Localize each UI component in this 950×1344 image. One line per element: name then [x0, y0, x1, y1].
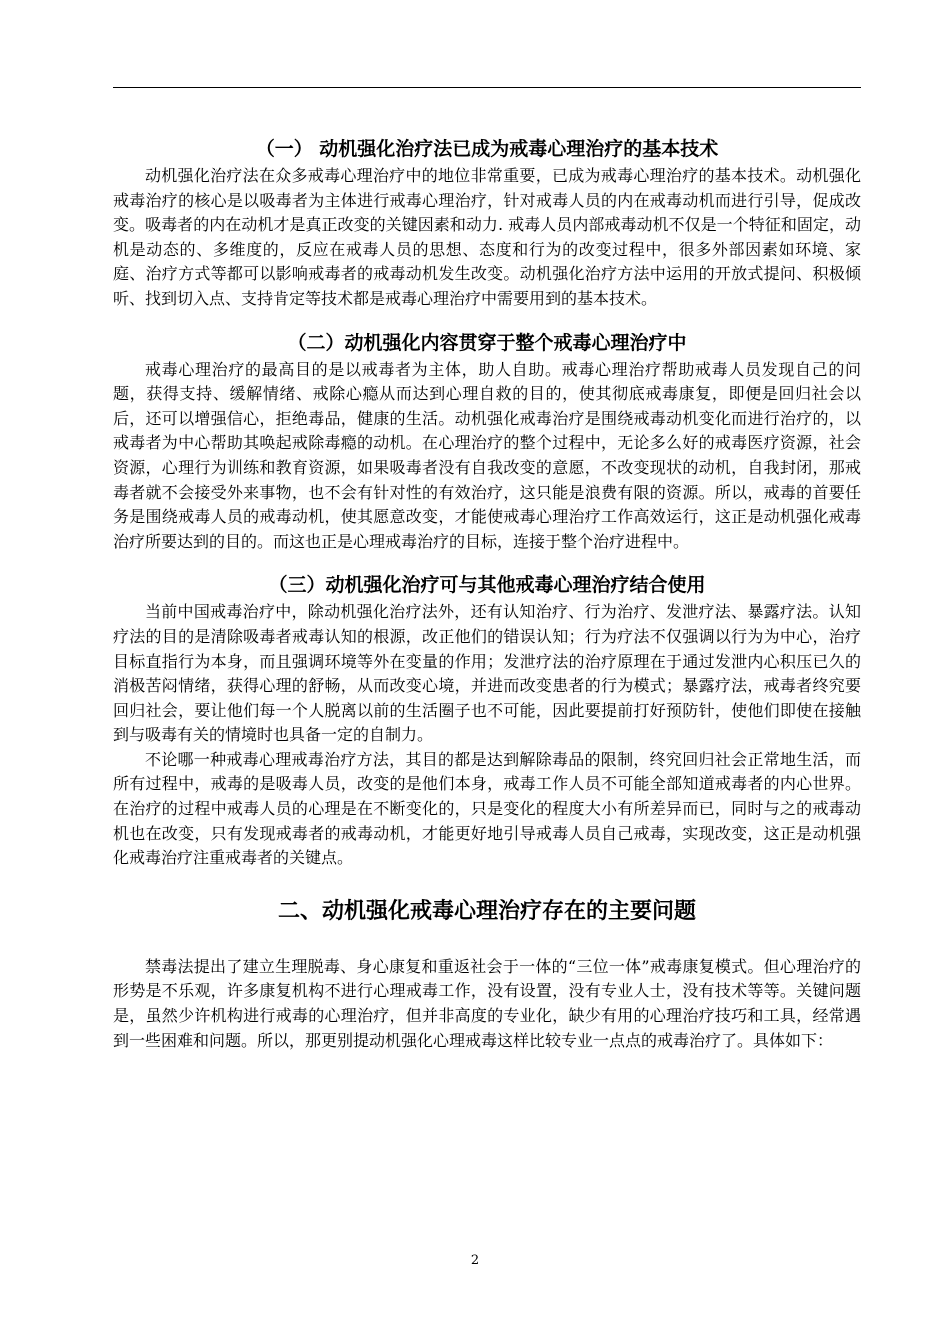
- subsection-3-paragraph-1: 当前中国戒毒治疗中，除动机强化治疗法外，还有认知治疗、行为治疗、发泄疗法、暴露疗法。认知疗法的目的是清除吸毒者戒毒认知的根源，改正他们的错误认知；行为疗法不仅强调以行为为中心，治疗目标直指行为本身，而且强调环境等外在变量的作用；发泄疗法的治疗原理在于通过发泄内心积压已久的消极苦闷情绪，获得心理的舒畅，从而改变心境，并进而改变患者的行为模式；暴露疗法，戒毒者终究要回归社会，要让他们每一个人脱离以前的生活圈子也不可能，因此要提前打好预防针，使他们即使在接触到与吸毒有关的情境时也具备一定的自制力。: [113, 602, 861, 745]
- subsection-3-paragraph-2: 不论哪一种戒毒心理戒毒治疗方法，其目的都是达到解除毒品的限制，终究回归社会正常地生活，而所有过程中，戒毒的是吸毒人员，改变的是他们本身，戒毒工作人员不可能全部知道戒毒者的内心世界。在治疗的过程中戒毒人员的心理是在不断变化的，只是变化的程度大小有所差异而已，同时与之的戒毒动机也在改变，只有发现戒毒者的戒毒动机，才能更好地引导戒毒人员自己戒毒，实现改变，这正是动机强化戒毒治疗注重戒毒者的关键点。: [113, 749, 861, 868]
- subsection-2-paragraph: 戒毒心理治疗的最高目的是以戒毒者为主体，助人自助。戒毒心理治疗帮助戒毒人员发现自己的问题，获得支持、缓解情绪、戒除心瘾从而达到心理自救的目的，使其彻底戒毒康复，即便是回归社会以后，还可以增强信心，拒绝毒品，健康的生活。动机强化戒毒治疗是围绕戒毒动机变化而进行治疗的，以戒毒者为中心帮助其唤起戒除毒瘾的动机。在心理治疗的整个过程中，无论多么好的戒毒医疗资源，社会资源，心理行为训练和教育资源，如果吸毒者没有自我改变的意愿，不改变现状的动机，自我封闭，那戒毒者就不会接受外来事物，也不会有针对性的有效治疗，这只能是浪费有限的资源。所以，戒毒的首要任务是围绕戒毒人员的戒毒动机，使其愿意改变，才能使戒毒心理治疗工作高效运行，这正是动机强化戒毒治疗所要达到的目的。而这也正是心理戒毒治疗的目标，连接于整个治疗进程中。: [113, 359, 861, 551]
- spacer: [113, 312, 861, 328]
- spacer: [113, 871, 861, 895]
- subsection-heading-3: （三）动机强化治疗可与其他戒毒心理治疗结合使用: [268, 574, 706, 597]
- spacer: [113, 554, 861, 570]
- subsection-heading-2: （二）动机强化内容贯穿于整个戒毒心理治疗中: [287, 331, 687, 354]
- subsection-heading-1: （一） 动机强化治疗法已成为戒毒心理治疗的基本技术: [255, 138, 719, 160]
- spacer: [113, 929, 861, 955]
- section-two-heading: 二、动机强化戒毒心理治疗存在的主要问题: [277, 898, 696, 924]
- document-body: [113, 134, 861, 1053]
- header-rule: [113, 87, 861, 88]
- subsection-1-paragraph: 动机强化治疗法在众多戒毒心理治疗中的地位非常重要，已成为戒毒心理治疗的基本技术。动机强化戒毒治疗的核心是以吸毒者为主体进行戒毒心理治疗，针对戒毒人员的内在戒毒动机而进行引导，促成改变。吸毒者的内在动机才是真正改变的关键因素和动力. 戒毒人员内部戒毒动机不仅是一个特征和固定，动机是动态的、多维度的，反应在戒毒人员的思想、态度和行为的改变过程中，很多外部因素如环境、家庭、治疗方式等都可以影响戒毒者的戒毒动机发生改变。动机强化治疗方法中运用的开放式提问、积极倾听、找到切入点、支持肯定等技术都是戒毒心理治疗中需要用到的基本技术。: [113, 166, 861, 308]
- section-two-paragraph: 禁毒法提出了建立生理脱毒、身心康复和重返社会于一体的“三位一体”戒毒康复模式。但心理治疗的形势是不乐观，许多康复机构不进行心理戒毒工作，没有设置，没有专业人士，没有技术等等。关键问题是，虽然少许机构进行戒毒的心理治疗，但并非高度的专业化，缺少有用的心理治疗技巧和工具，经常遇到一些困难和问题。所以，那更别提动机强化心理戒毒这样比较专业一点点的戒毒治疗了。具体如下：: [113, 956, 861, 1050]
- page-number: 2: [470, 1253, 480, 1268]
